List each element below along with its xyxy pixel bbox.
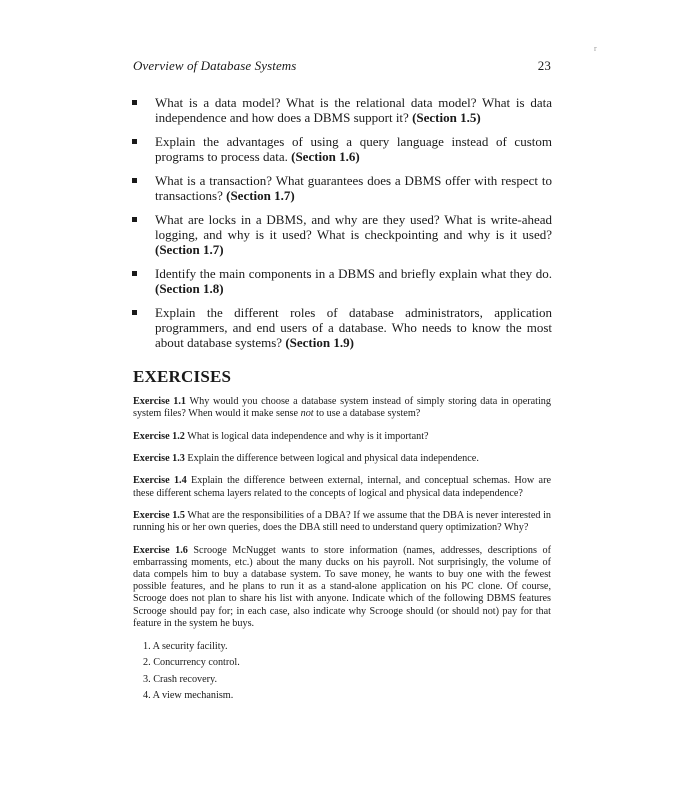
list-item [120,266,552,296]
exercise-label: Exercise 1.1 [133,396,187,407]
exercises-heading: EXERCISES [133,367,232,386]
review-questions-list [120,95,552,359]
exercise-1-5 [133,510,551,534]
question-text: What are locks in a DBMS, and why are they used? What is write-ahead logging, and why is it used? What is checkpointing and why is it used? [155,212,552,242]
list-item [120,134,552,164]
exercise-text: Explain the difference between logical and physical data independence. [184,452,479,464]
exercise-text: Scrooge McNugget wants to store information (names, addresses, descriptions of embarrassing moments, etc.) about the many ducks on his payroll. Not surprisingly, the volume of data compels him to buy a database system. To save money, he wants to buy one with the fewest possible features, and he plans to run it as a stand-alone application on his PC clone. Of course, Scrooge does not plan to share his list with anyone. Indicate which of the following DBMS features Scrooge should pay for; in each case, also indicate why Scrooge should (or should not) pay for that feature in the system he buys. [133,544,551,629]
bullet-square-icon [132,178,137,183]
exercise-emphasis: not [300,408,314,420]
section-ref: (Section 1.7) [155,242,224,257]
question-text: Explain the advantages of using a query language instead of custom programs to process data. [155,134,552,164]
bullet-square-icon [132,310,137,315]
section-ref: (Section 1.9) [285,335,354,350]
question-text: What is a transaction? What guarantees does a DBMS offer with respect to transactions? [155,173,552,203]
exercise-label: Exercise 1.2 [133,430,185,442]
bullet-square-icon [132,271,137,276]
exercise-1-2 [133,431,551,443]
list-item [120,305,552,350]
list-item [120,95,552,125]
running-title: Overview of Database Systems [133,58,297,73]
list-item [120,212,552,257]
exercise-1-6 [133,545,551,630]
bullet-square-icon [132,100,137,105]
exercise-1-3 [133,453,551,465]
exercise-label: Exercise 1.6 [133,544,188,556]
feature-list [133,639,551,705]
exercise-label: Exercise 1.3 [133,452,185,464]
exercise-1-4 [133,475,551,499]
exercise-text: Explain the difference between external, internal, and conceptual schemas. How are these different schema layers related to the concepts of logical and physical data independence? [133,475,551,499]
question-text: Identify the main components in a DBMS and briefly explain what they do. [155,266,552,281]
running-header [133,58,551,74]
exercise-text: to use a database system? [313,408,421,420]
section-ref: (Section 1.6) [291,149,360,164]
question-text: Explain the different roles of database administrators, application programmers, and end users of a database. Who needs to know the most about database systems? [155,305,552,350]
page-number: 23 [537,58,551,73]
bullet-square-icon [132,139,137,144]
section-ref: (Section 1.8) [155,281,224,296]
exercise-text: What is logical data independence and why is it important? [184,430,429,442]
exercise-text: What are the responsibilities of a DBA? If we assume that the DBA is never interested in running his or her own queries, does the DBA still need to understand query optimization? Why? [133,509,551,534]
exercise-text: Why would you choose a database system instead of simply storing data in operating system files? When would it make sense [133,396,551,420]
stray-mark: r [594,44,597,53]
section-ref: (Section 1.5) [412,110,481,125]
bullet-square-icon [132,217,137,222]
section-ref: (Section 1.7) [226,188,295,203]
list-item: 1. A security facility. [143,640,228,652]
exercise-label: Exercise 1.5 [133,509,185,521]
list-item: 4. A view mechanism. [143,690,234,702]
list-item: 3. Crash recovery. [143,673,218,685]
question-text: What is a data model? What is the relational data model? What is data independence and how does a DBMS support it? [155,95,552,125]
exercise-label: Exercise 1.4 [133,475,187,487]
exercises-section [133,396,551,705]
exercise-1-1 [133,396,551,420]
list-item [120,173,552,203]
list-item: 2. Concurrency control. [143,657,240,669]
